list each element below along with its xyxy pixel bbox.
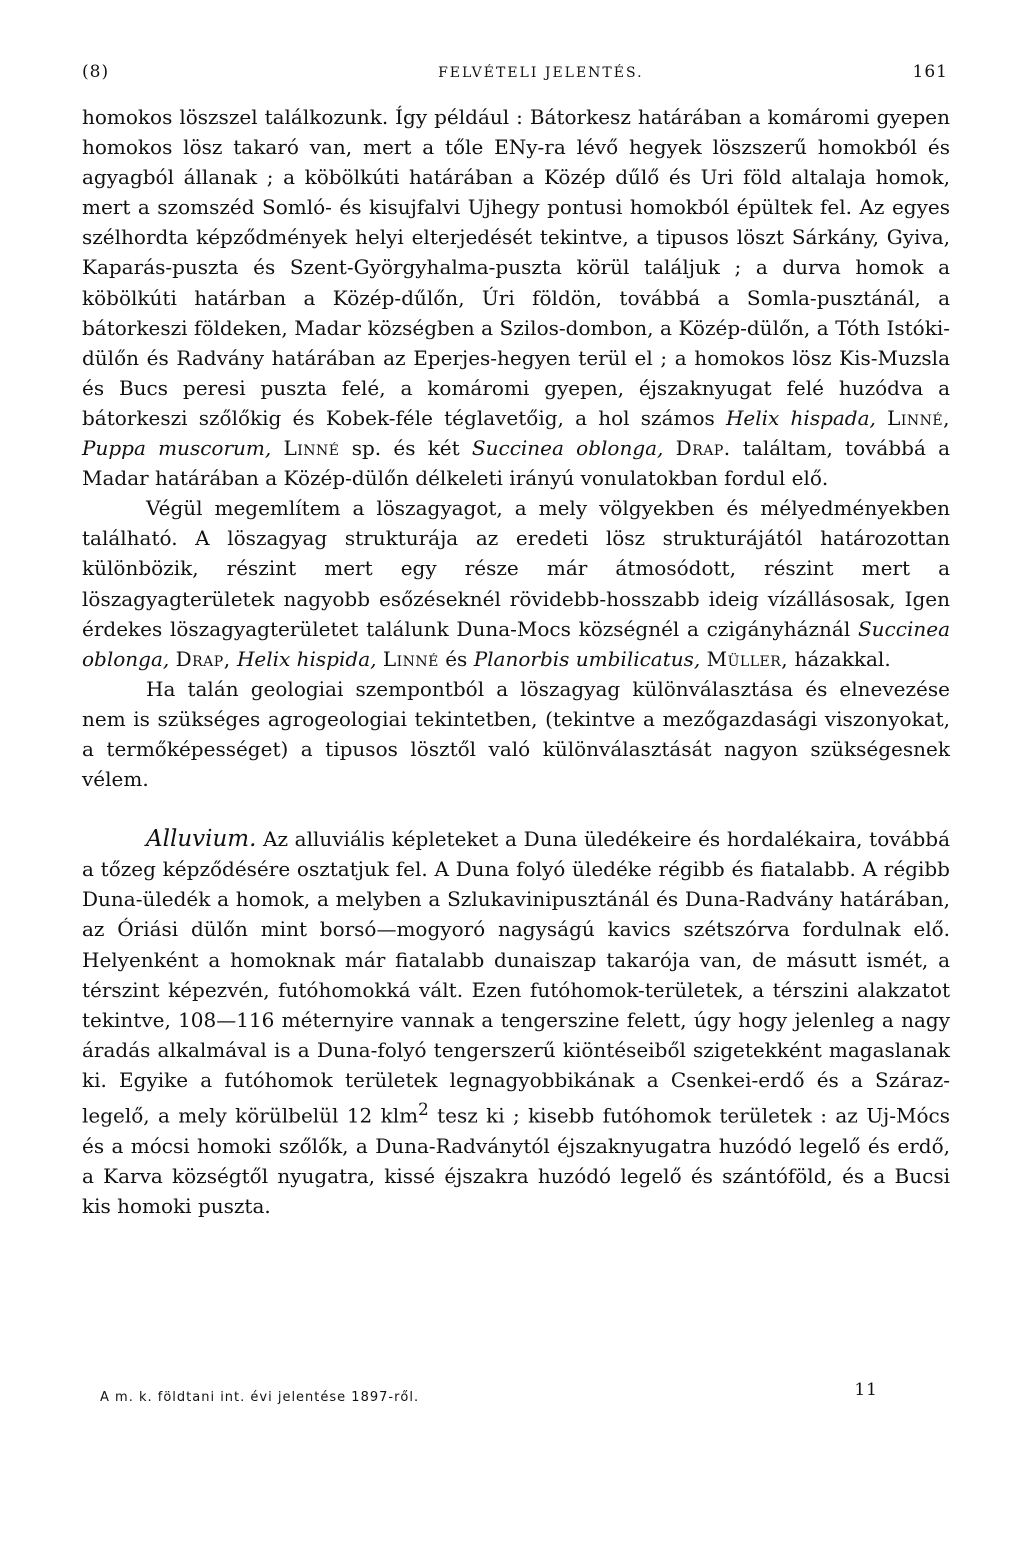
- taxon-author: Linné: [382, 646, 439, 671]
- paragraph-3: [82, 674, 950, 794]
- header-title: FELVÉTELI JELENTÉS.: [438, 65, 644, 81]
- page-number: 161: [912, 62, 948, 82]
- running-head: [82, 62, 950, 102]
- taxon-author: Müller,: [706, 646, 789, 671]
- body-text: [82, 102, 950, 1221]
- paragraph-text: sp. és két: [339, 436, 472, 461]
- paragraph-text: Az alluviális képleteket a Duna üledékeire és hordalékaira, továbbá a tőzeg képződésére osztatjuk fel. A Duna folyó üledéke régibb és fiatalabb. A régibb Duna-üledék a homok, a melyben a Szlukavinipusztánál és Duna-Radvány határában, az Óriási dülőn mint borsó—mogyoró nagyságú kavics szétszórva fordulnak elő. Helyenként a homoknak már fiatalabb dunaiszap takarója van, de másutt ismét, a térszint képezvén, futóhomokká vált. Ezen futóhomok-területek, a térszini alakzatot tekintve, 108—116 méternyire vannak a tengerszine felett, úgy hogy jelenleg a nagy áradás alkalmával is a Duna-folyó tengerszerű kiöntéseiből szigetekként magaslanak ki. Egyike a futóhomok területek legnagyobbikának a Csenkei-erdő és a Száraz-legelő, a mely körülbelül 12 klm: [82, 827, 950, 1128]
- taxon-author: Drap.: [675, 436, 731, 461]
- taxon-name: Helix hispada,: [725, 405, 876, 430]
- section-heading: Alluvium.: [146, 826, 257, 853]
- footer-note: A m. k. földtani int. évi jelentése 1897-ről.: [100, 1390, 420, 1405]
- paragraph-text: Ha talán geologiai szempontból a löszagyag különválasztása és elnevezése nem is szükséges agrogeologiai tekintetben, (tekintve a mezőgazdasági viszonyokat, a termőképességet) a tipusos lösztől való különválasztását nagyon szükségesnek vélem.: [82, 676, 950, 792]
- taxon-name: Helix hispida,: [236, 646, 377, 671]
- superscript: 2: [418, 1100, 429, 1119]
- paragraph-alluvium: [82, 824, 950, 1221]
- taxon-author: Linné: [283, 436, 340, 461]
- taxon-name: Puppa muscorum,: [82, 436, 272, 461]
- paragraph-text: tesz ki ; kisebb futóhomok területek : az Uj-Mócs és a mócsi homoki szőlők, a Duna-Radványtól éjszaknyugatra huzódó legelő és erdő, a Karva községtől nyugatra, kissé éjszakra huzódó legelő és szántóföld, és a Bucsi kis homoki puszta.: [82, 1103, 950, 1218]
- signature-mark: 11: [854, 1380, 878, 1400]
- taxon-name: Planorbis umbilicatus,: [473, 646, 701, 671]
- paragraph-text: házakkal.: [788, 646, 891, 671]
- taxon-author: Linné,: [887, 405, 951, 430]
- paragraph-2: [82, 493, 950, 674]
- taxon-author: Drap,: [175, 646, 231, 671]
- paragraph-text: és: [438, 646, 474, 671]
- taxon-name: Succinea oblonga,: [471, 436, 664, 461]
- paragraph-text: találtam, továbbá a Madar határában a Közép-dülőn délkeleti irányú vonulatokban fordul elő.: [82, 436, 951, 491]
- document-page: [82, 62, 950, 1221]
- header-section-number: (8): [82, 62, 110, 82]
- page-footer: [100, 1380, 954, 1405]
- paragraph-text: Végül megemlítem a löszagyagot, a mely völgyekben és mélyedményekben található. A löszagyag strukturája az eredeti lösz strukturájától határozottan különbözik, részint mert egy része már átmosódott, részint mert a löszagyagterületek nagyobb esőzéseknél rövidebb-hosszabb ideig vízállásosak, Igen érdekes löszagyagterületet találunk Duna-Mocs községnél a czigányháznál: [82, 496, 950, 641]
- taxon-name: Succinea oblonga,: [82, 616, 950, 671]
- paragraph-text: homokos löszszel találkozunk. Így például : Bátorkesz határában a komáromi gyepen homokos lösz takaró van, mert a tőle ENy-ra lévő hegyek löszszerű homokból és agyagból állanak ; a köbölkúti határában a Közép dűlő és Uri föld altalaja homok, mert a szomszéd Somló- és kisujfalvi Ujhegy pontusi homokból épültek fel. Az egyes szélhordta képződmények helyi elterjedését tekintve, a tipusos löszt Sárkány, Gyiva, Kaparás-puszta és Szent-Györgyhalma-puszta körül találjuk ; a durva homok a köbölkúti határban a Közép-dűlőn, Úri földön, továbbá a Somla-pusztánál, a bátorkeszi földeken, Madar községben a Szilos-dombon, a Közép-dülőn, a Tóth Istóki-dülőn és Radvány határában az Eperjes-hegyen terül el ; a homokos lösz Kis-Muzsla és Bucs peresi puszta felé, a komáromi gyepen, éjszaknyugat felé huzódva a bátorkeszi szőlőkig és Kobek-féle téglavetőig, a hol számos: [82, 105, 950, 430]
- paragraph-1: [82, 102, 950, 493]
